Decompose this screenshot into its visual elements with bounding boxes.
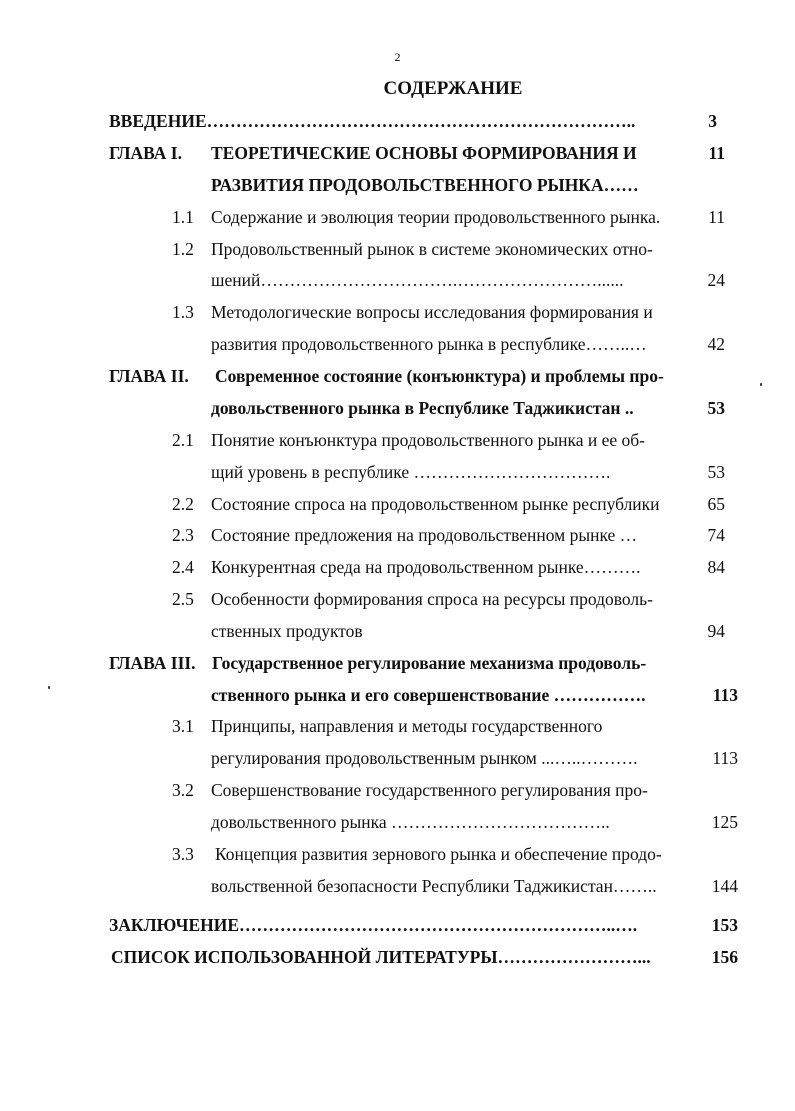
section-2-5-title-line1: Особенности формирования спроса на ресурсы продоволь- <box>211 589 653 609</box>
section-2-3-title: Состояние предложения на продовольственном рынке … <box>211 525 638 545</box>
section-2-5-page: 94 <box>707 621 725 641</box>
section-2-1-page: 53 <box>707 462 725 482</box>
section-3-3-title-line2: вольственной безопасности Республики Таджикистан…….. <box>211 876 657 896</box>
section-2-5-num: 2.5 <box>172 589 194 609</box>
section-3-1-title-line2: регулирования продовольственным рынком ...…..………. <box>211 748 638 768</box>
section-1-2-title-line1: Продовольственный рынок в системе экономических отно- <box>211 239 653 259</box>
chapter-2-title-line2: довольственного рынка в Республике Таджикистан .. <box>211 398 634 418</box>
toc-references: СПИСОК ИСПОЛЬЗОВАННОЙ ЛИТЕРАТУРЫ……………………... <box>111 947 651 967</box>
section-3-1-title-line1: Принципы, направления и методы государственного <box>211 716 603 736</box>
toc-intro: ВВЕДЕНИЕ……………………………………………………………….. <box>109 111 636 131</box>
section-2-4-page: 84 <box>707 557 725 577</box>
section-2-2-title: Состояние спроса на продовольственном рынке республики <box>211 494 660 514</box>
section-1-1-title: Содержание и эволюция теории продовольственного рынка. <box>211 207 661 227</box>
section-2-2-page: 65 <box>707 494 725 514</box>
section-1-2-num: 1.2 <box>172 239 194 259</box>
section-3-1-num: 3.1 <box>172 716 194 736</box>
toc-conclusion: ЗАКЛЮЧЕНИЕ………………………………………………………..…. <box>109 915 638 935</box>
scan-speck <box>760 383 762 386</box>
section-2-4-num: 2.4 <box>172 557 194 577</box>
toc-intro-page: 3 <box>708 111 717 131</box>
section-2-3-page: 74 <box>707 525 725 545</box>
section-2-3-num: 2.3 <box>172 525 194 545</box>
section-1-3-title-line2: развития продовольственного рынка в республике……..… <box>211 334 647 354</box>
toc-conclusion-page: 153 <box>711 915 738 935</box>
chapter-1-title-line1: ТЕОРЕТИЧЕСКИЕ ОСНОВЫ ФОРМИРОВАНИЯ И <box>211 143 637 163</box>
section-3-2-title-line2: довольственного рынка ……………………………….. <box>211 812 610 832</box>
chapter-1-title-line2: РАЗВИТИЯ ПРОДОВОЛЬСТВЕННОГО РЫНКА…… <box>211 175 639 195</box>
section-1-1-page: 11 <box>708 207 725 227</box>
scan-speck <box>48 686 50 689</box>
section-2-1-num: 2.1 <box>172 430 194 450</box>
section-3-2-num: 3.2 <box>172 780 194 800</box>
section-3-3-num: 3.3 <box>172 844 194 864</box>
chapter-3-label: ГЛАВА III. <box>109 653 196 673</box>
section-3-3-page: 144 <box>711 876 738 896</box>
chapter-1-page: 11 <box>708 143 725 163</box>
chapter-2-page: 53 <box>707 398 725 418</box>
section-1-1-num: 1.1 <box>172 207 194 227</box>
chapter-3-page: 113 <box>712 685 738 705</box>
section-1-2-page: 24 <box>707 270 725 290</box>
chapter-3-title-line2: ственного рынка и его совершенствование ……………. <box>211 685 646 705</box>
section-3-2-page: 125 <box>711 812 738 832</box>
section-1-3-num: 1.3 <box>172 302 194 322</box>
section-3-3-title-line1: Концепция развития зернового рынка и обеспечение продо- <box>215 844 662 864</box>
chapter-3-title-line1: Государственное регулирование механизма продоволь- <box>212 653 647 673</box>
chapter-1-label: ГЛАВА I. <box>109 143 182 163</box>
section-2-1-title-line1: Понятие конъюнктура продовольственного рынка и ее об- <box>211 430 645 450</box>
page-title: СОДЕРЖАНИЕ <box>383 78 523 99</box>
section-1-3-page: 42 <box>707 334 725 354</box>
section-3-2-title-line1: Совершенствование государственного регулирования про- <box>211 780 648 800</box>
section-3-1-page: 113 <box>712 748 738 768</box>
section-2-2-num: 2.2 <box>172 494 194 514</box>
section-1-3-title-line1: Методологические вопросы исследования формирования и <box>211 302 653 322</box>
chapter-2-label: ГЛАВА II. <box>109 366 189 386</box>
section-2-4-title: Конкурентная среда на продовольственном рынке………. <box>211 557 641 577</box>
section-2-1-title-line2: щий уровень в республике ……………………………. <box>211 462 611 482</box>
section-2-5-title-line2: ственных продуктов <box>211 621 363 641</box>
toc-references-page: 156 <box>711 947 738 967</box>
section-1-2-title-line2: шений…………………………….……………………...... <box>211 270 624 290</box>
chapter-2-title-line1: Современное состояние (конъюнктура) и проблемы про- <box>215 366 664 386</box>
page-number: 2 <box>394 50 401 64</box>
